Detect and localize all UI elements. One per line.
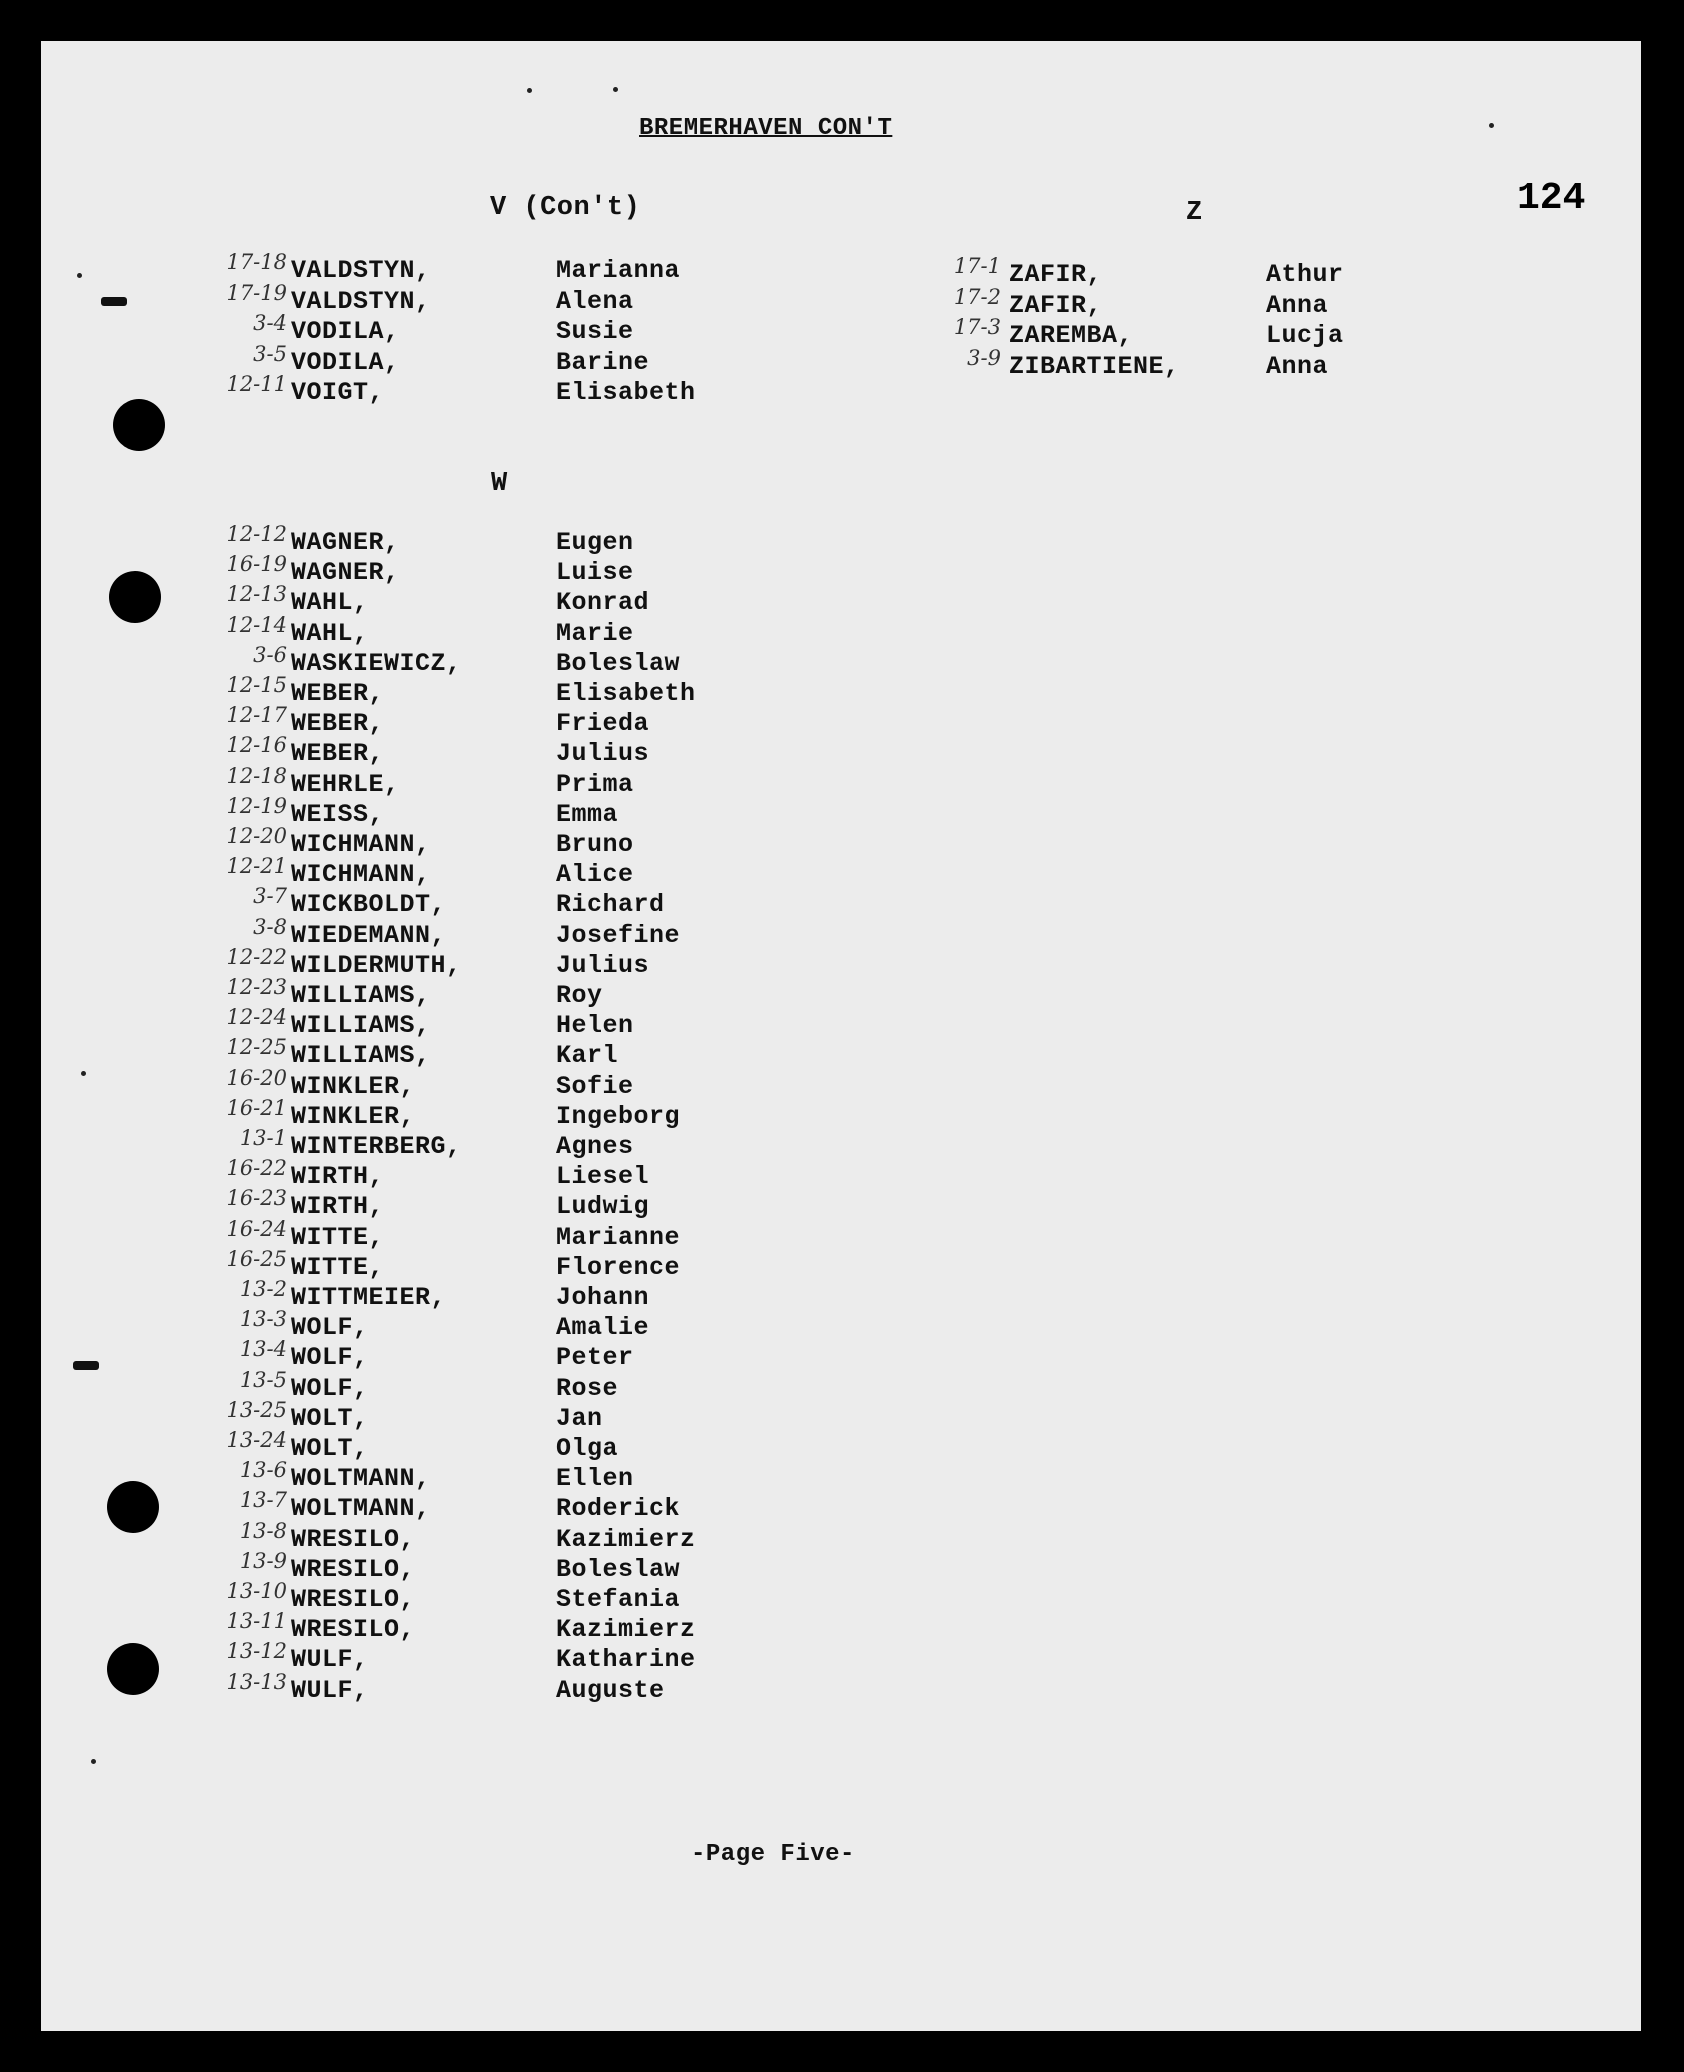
speck [613, 87, 618, 92]
margin-mark [73, 1361, 99, 1370]
entry-number: 12-11 [226, 372, 287, 396]
entry-given-name: Barine [556, 347, 650, 377]
entry-surname: VOIGT, [291, 378, 385, 407]
entry-surname: WEHRLE, [291, 769, 400, 799]
entry-given-name: Julius [556, 739, 650, 769]
entry-number: 12-25 [226, 1035, 287, 1060]
entry-number: 16-24 [226, 1216, 287, 1241]
entry-number: 3-5 [253, 341, 287, 366]
entry-given-name: Agnes [556, 1132, 634, 1161]
entry-surname: WAGNER, [291, 558, 400, 588]
entry-given-name: Marianna [556, 256, 681, 285]
speck [527, 88, 532, 93]
speck [81, 1071, 86, 1076]
entry-given-name: Johann [556, 1283, 650, 1312]
entry-surname: WEBER, [291, 739, 385, 769]
punch-hole [113, 399, 165, 451]
entry-given-name: Peter [556, 1343, 634, 1373]
entry-given-name: Ellen [556, 1464, 634, 1494]
entry-number: 13-10 [226, 1579, 287, 1603]
punch-hole [109, 571, 161, 623]
entry-surname: WRESILO, [291, 1524, 416, 1554]
entry-surname: WEISS, [291, 799, 385, 829]
entry-surname: WICHMANN, [291, 860, 431, 890]
entry-given-name: Marianne [556, 1222, 681, 1252]
entry-number: 3-9 [967, 345, 1001, 370]
entry-number: 13-24 [226, 1428, 287, 1452]
entry-surname: ZAFIR, [1009, 290, 1103, 320]
entry-surname: WAGNER, [291, 528, 400, 557]
entry-surname: WINTERBERG, [291, 1132, 462, 1161]
entry-given-name: Kazimierz [556, 1524, 696, 1554]
section-heading-w: W [491, 469, 508, 499]
entry-surname: WASKIEWICZ, [291, 648, 462, 678]
entry-given-name: Ingeborg [556, 1101, 681, 1131]
entry-given-name: Auguste [556, 1675, 665, 1705]
entry-given-name: Stefania [556, 1585, 681, 1614]
entry-given-name: Josefine [556, 920, 681, 950]
entry-surname: WOLTMANN, [291, 1464, 431, 1494]
page-number: 124 [1517, 177, 1586, 220]
entry-number: 13-25 [226, 1397, 287, 1422]
entry-given-name: Luise [556, 558, 634, 588]
entry-given-name: Florence [556, 1252, 681, 1282]
page-footer: -Page Five- [691, 1841, 855, 1868]
section-heading-v: V (Con't) [490, 193, 641, 223]
entry-surname: VODILA, [291, 317, 400, 346]
section-heading-z: Z [1186, 198, 1203, 228]
entry-given-name: Elisabeth [556, 378, 696, 407]
entry-surname: WICHMANN, [291, 830, 431, 859]
entry-surname: ZAREMBA, [1009, 321, 1134, 350]
entry-given-name: Susie [556, 317, 634, 346]
entry-number: 12-12 [226, 522, 287, 546]
entry-given-name: Helen [556, 1011, 634, 1041]
entry-given-name: Eugen [556, 528, 634, 557]
entry-given-name: Kazimierz [556, 1615, 696, 1645]
entry-given-name: Emma [556, 799, 619, 829]
entry-given-name: Liesel [556, 1162, 650, 1192]
entry-number: 13-7 [239, 1488, 287, 1513]
speck [91, 1759, 96, 1764]
entry-number: 13-9 [239, 1548, 287, 1573]
entry-number: 3-7 [253, 884, 287, 909]
entry-given-name: Bruno [556, 830, 634, 859]
entry-number: 12-18 [226, 763, 287, 788]
entry-given-name: Olga [556, 1434, 619, 1463]
entry-surname: WILLIAMS, [291, 981, 431, 1010]
document-title: BREMERHAVEN CON'T [639, 115, 893, 142]
entry-surname: VALDSTYN, [291, 286, 431, 316]
entry-surname: WULF, [291, 1645, 369, 1675]
entry-given-name: Karl [556, 1041, 619, 1071]
entry-surname: WRESILO, [291, 1554, 416, 1584]
entry-number: 13-3 [239, 1307, 287, 1332]
entry-given-name: Marie [556, 618, 634, 648]
entry-surname: VALDSTYN, [291, 256, 431, 285]
entry-number: 12-16 [226, 733, 287, 758]
entry-given-name: Roy [556, 981, 603, 1010]
entry-given-name: Prima [556, 769, 634, 799]
entry-given-name: Konrad [556, 588, 650, 618]
entry-number: 12-14 [226, 612, 287, 637]
entry-given-name: Alice [556, 860, 634, 890]
entry-given-name: Boleslaw [556, 648, 681, 678]
entry-given-name: Boleslaw [556, 1554, 681, 1584]
entry-number: 13-11 [226, 1609, 287, 1634]
entry-surname: WRESILO, [291, 1615, 416, 1645]
entry-number: 17-19 [226, 280, 287, 305]
entry-number: 12-22 [226, 944, 287, 969]
entry-given-name: Lucja [1266, 321, 1344, 350]
entry-number: 12-20 [226, 824, 287, 848]
entry-surname: WILDERMUTH, [291, 950, 462, 980]
entry-given-name: Frieda [556, 709, 650, 739]
entry-number: 3-8 [253, 914, 287, 939]
entry-surname: WINKLER, [291, 1101, 416, 1131]
entry-surname: WIRTH, [291, 1162, 385, 1192]
entry-given-name: Amalie [556, 1313, 650, 1343]
entry-surname: WAHL, [291, 618, 369, 648]
entry-number: 13-8 [239, 1518, 287, 1543]
entry-surname: WILLIAMS, [291, 1011, 431, 1041]
entry-number: 16-21 [226, 1095, 287, 1120]
entry-number: 13-4 [239, 1337, 287, 1362]
entry-number: 12-21 [226, 854, 287, 879]
entry-number: 17-3 [953, 315, 1001, 339]
entry-given-name: Rose [556, 1373, 619, 1403]
entry-given-name: Anna [1266, 351, 1329, 381]
entry-surname: WITTMEIER, [291, 1283, 447, 1312]
entry-number: 12-13 [226, 582, 287, 607]
entry-given-name: Athur [1266, 260, 1344, 289]
entry-number: 16-20 [226, 1065, 287, 1090]
entry-given-name: Alena [556, 286, 634, 316]
entry-surname: WOLF, [291, 1343, 369, 1373]
entry-given-name: Sofie [556, 1071, 634, 1101]
entry-number: 16-22 [226, 1156, 287, 1181]
entry-number: 12-19 [226, 793, 287, 818]
entry-given-name: Roderick [556, 1494, 681, 1524]
entry-number: 12-15 [226, 673, 287, 697]
entry-number: 17-2 [953, 284, 1001, 309]
entry-surname: WRESILO, [291, 1585, 416, 1614]
entry-surname: WOLF, [291, 1373, 369, 1403]
entry-surname: WOLF, [291, 1313, 369, 1343]
entry-surname: WAHL, [291, 588, 369, 618]
speck [1489, 123, 1494, 128]
entry-given-name: Ludwig [556, 1192, 650, 1222]
entry-number: 12-23 [226, 975, 287, 999]
entry-given-name: Katharine [556, 1645, 696, 1675]
entry-surname: WULF, [291, 1675, 369, 1705]
entry-surname: WICKBOLDT, [291, 890, 447, 920]
entry-given-name: Richard [556, 890, 665, 920]
entry-given-name: Elisabeth [556, 679, 696, 708]
entry-surname: ZAFIR, [1009, 260, 1103, 289]
entry-surname: WEBER, [291, 709, 385, 739]
entry-given-name: Jan [556, 1403, 603, 1433]
punch-hole [107, 1481, 159, 1533]
entry-surname: WITTE, [291, 1222, 385, 1252]
entry-surname: WOLT, [291, 1403, 369, 1433]
entry-number: 3-4 [253, 311, 287, 335]
entry-surname: WITTE, [291, 1252, 385, 1282]
entry-number: 13-2 [239, 1277, 287, 1301]
entry-surname: VODILA, [291, 347, 400, 377]
entry-number: 16-25 [226, 1246, 287, 1271]
entry-surname: WILLIAMS, [291, 1041, 431, 1071]
entry-number: 17-18 [226, 250, 287, 274]
entry-surname: WOLT, [291, 1434, 369, 1463]
entry-number: 13-5 [239, 1367, 287, 1392]
entry-number: 17-1 [953, 254, 1001, 278]
entry-given-name: Anna [1266, 290, 1329, 320]
punch-hole [107, 1643, 159, 1695]
entry-surname: WEBER, [291, 679, 385, 708]
entry-surname: WOLTMANN, [291, 1494, 431, 1524]
entry-surname: WIRTH, [291, 1192, 385, 1222]
entry-number: 16-19 [226, 552, 287, 577]
entry-number: 3-6 [253, 642, 287, 667]
document-page [41, 41, 1641, 2031]
entry-number: 13-1 [239, 1126, 287, 1150]
entry-given-name: Julius [556, 950, 650, 980]
entry-surname: WINKLER, [291, 1071, 416, 1101]
entry-number: 13-13 [226, 1669, 287, 1694]
margin-mark [101, 297, 127, 306]
entry-number: 16-23 [226, 1186, 287, 1211]
entry-number: 13-6 [239, 1458, 287, 1483]
entry-surname: ZIBARTIENE, [1009, 351, 1180, 381]
entry-number: 12-17 [226, 703, 287, 728]
entry-number: 12-24 [226, 1005, 287, 1030]
entry-surname: WIEDEMANN, [291, 920, 447, 950]
entry-number: 13-12 [226, 1639, 287, 1664]
speck [77, 273, 82, 278]
